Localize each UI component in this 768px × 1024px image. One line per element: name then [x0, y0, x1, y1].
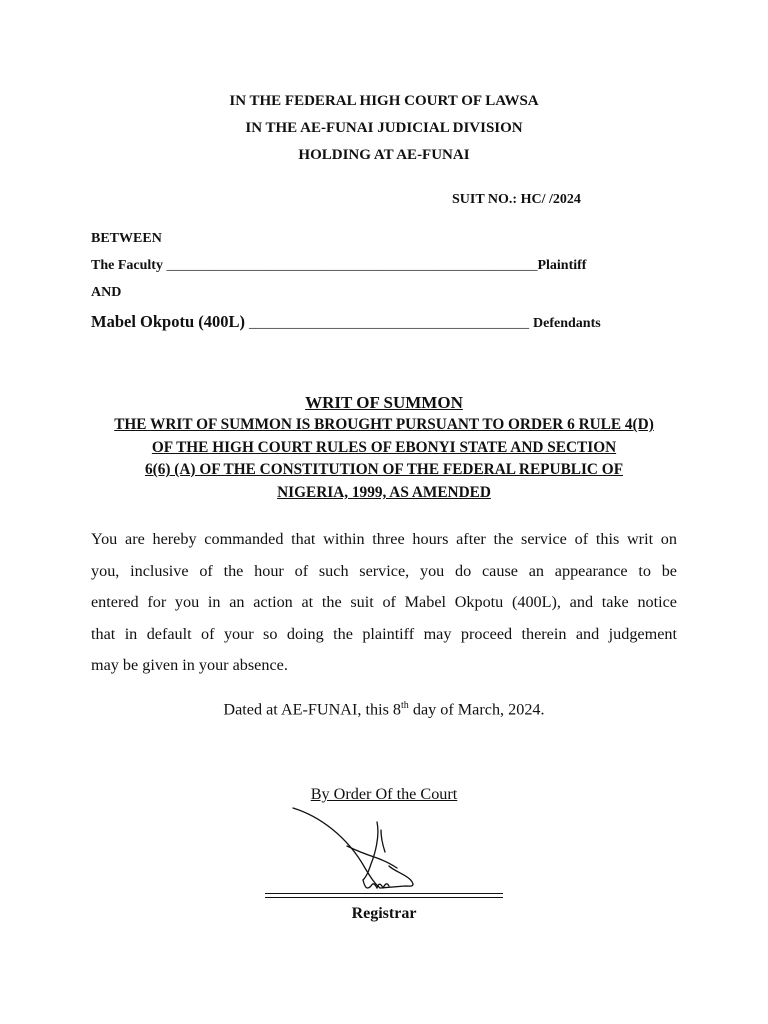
plaintiff-role: Plaintiff — [537, 258, 587, 273]
and-label: AND — [91, 285, 122, 300]
writ-basis-line: OF THE HIGH COURT RULES OF EBONYI STATE AND SECTION — [151, 439, 617, 456]
by-order-of-court: By Order Of the Court — [310, 785, 458, 803]
defendant-blank-line: ________________________________________ — [249, 316, 530, 331]
holding-location: HOLDING AT AE-FUNAI — [298, 147, 470, 163]
plaintiff-row — [91, 258, 636, 274]
judicial-division: IN THE AE-FUNAI JUDICIAL DIVISION — [245, 120, 523, 136]
plaintiff-name: The Faculty — [91, 258, 163, 273]
writ-body-line: entered for you in an action at the suit of Mabel Okpotu (400L), and take notice — [91, 593, 677, 611]
plaintiff-blank-line: _____________________________________________________ — [166, 258, 538, 273]
between-label: BETWEEN — [91, 231, 162, 246]
writ-title: WRIT OF SUMMON — [305, 393, 463, 412]
defendant-row — [91, 312, 601, 332]
defendant-role: Defendants — [533, 316, 601, 331]
writ-body-line: you, inclusive of the hour of such service, you do cause an appearance to be — [91, 562, 677, 580]
suit-number: SUIT NO.: HC/ /2024 — [452, 192, 581, 207]
writ-basis-line: 6(6) (A) OF THE CONSTITUTION OF THE FEDERAL REPUBLIC OF — [144, 461, 624, 478]
signature-rule — [265, 897, 503, 898]
writ-body-line: You are hereby commanded that within three hours after the service of this writ on — [91, 530, 677, 548]
dated-line — [0, 700, 768, 719]
dated-prefix: Dated at AE-FUNAI, this 8 — [223, 700, 402, 719]
signature-rule — [265, 893, 503, 894]
writ-basis-line: NIGERIA, 1999, AS AMENDED — [277, 484, 491, 501]
registrar-label: Registrar — [351, 905, 417, 922]
writ-body-line: may be given in your absence. — [91, 656, 288, 674]
dated-suffix: day of March, 2024. — [408, 700, 545, 719]
court-name: IN THE FEDERAL HIGH COURT OF LAWSA — [229, 93, 539, 109]
writ-body-line: that in default of your so doing the plaintiff may proceed therein and judgement — [91, 625, 677, 643]
dated-ordinal: th — [401, 700, 409, 711]
writ-basis-line: THE WRIT OF SUMMON IS BROUGHT PURSUANT TO ORDER 6 RULE 4(D) — [114, 416, 654, 433]
registrar-signature — [285, 806, 435, 898]
defendant-name: Mabel Okpotu (400L) — [91, 312, 246, 331]
